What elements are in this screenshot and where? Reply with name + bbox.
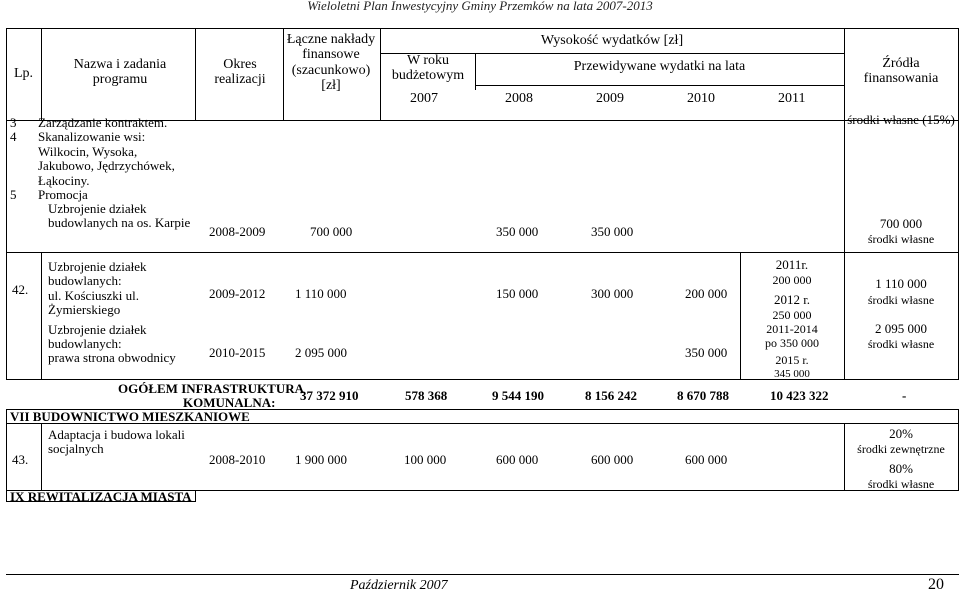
header-year-2007: 2007 (410, 91, 438, 106)
header-budget-year: W roku budżetowym (391, 53, 465, 84)
block1-total: 700 000 (310, 224, 353, 239)
block1-period: 2008-2009 (209, 224, 266, 239)
row42-note: 345 000 (774, 368, 810, 380)
section7-task: Adaptacja i budowa lokali (48, 427, 185, 442)
block1-item: Promocja (38, 187, 88, 202)
section7-title: VII BUDOWNICTWO MIESZKANIOWE (10, 409, 250, 424)
header-name: Nazwa i zadania programu (73, 57, 167, 88)
row42-task2: prawa strona obwodnicy (48, 350, 176, 365)
block1-source-amount: 700 000 (879, 216, 923, 231)
section7-source1-label: środki zewnętrzne (857, 442, 945, 456)
row42-task1-source-amount: 1 110 000 (875, 276, 927, 291)
row42-note: 2011r. (775, 257, 809, 272)
row42-task1-y2009: 300 000 (591, 286, 634, 301)
row42-task1: Uzbrojenie działek (48, 259, 147, 274)
row42-lp: 42. (12, 282, 29, 297)
block1-item: Jakubowo, Jędrzychówek, (38, 158, 175, 173)
row42-task2: budowlanych: (48, 336, 122, 351)
section7-task: socjalnych (48, 441, 104, 456)
row42-note: 2011-2014 (766, 322, 818, 336)
header-year-2009: 2009 (596, 91, 624, 106)
row42-note: 200 000 (772, 273, 812, 287)
row42-task1: ul. Kościuszki ul. (48, 288, 139, 303)
row42-task1-y2010: 200 000 (685, 286, 728, 301)
row42-task1-y2008: 150 000 (496, 286, 539, 301)
row42-task1-source-label: środki własne (867, 293, 935, 307)
page-header: Wieloletni Plan Inwestycyjny Gminy Przemków na lata 2007-2013 (307, 0, 653, 13)
section7-source1-pct: 20% (889, 426, 913, 441)
block1-item: Łąkociny. (38, 173, 90, 188)
page-number: 20 (928, 576, 944, 593)
header-year-2011: 2011 (778, 91, 806, 106)
row42-task2-total: 2 095 000 (295, 345, 347, 360)
header-sources: Źródła finansowania (863, 56, 939, 87)
block1-lp-5: 5 (10, 187, 17, 202)
row42-task1-total: 1 110 000 (295, 286, 347, 301)
block1-y2008: 350 000 (496, 224, 539, 239)
footer-date: Październik 2007 (350, 578, 448, 593)
section7-total: 1 900 000 (295, 452, 347, 467)
summary-y2009: 8 156 242 (585, 388, 637, 403)
header-year-2010: 2010 (687, 91, 715, 106)
row42-task1: budowlanych: (48, 273, 122, 288)
block1-source-label: środki własne (867, 232, 935, 246)
row42-task2-source-label: środki własne (867, 337, 935, 351)
row42-task2-period: 2010-2015 (209, 345, 266, 360)
block1-lp-4: 4 (10, 129, 17, 144)
header-year-2008: 2008 (505, 91, 533, 106)
row42-task2: Uzbrojenie działek (48, 322, 147, 337)
row42-task2-source-amount: 2 095 000 (875, 321, 927, 336)
header-lp: Lp. (13, 66, 34, 81)
row42-note: 2015 r. (775, 353, 809, 367)
header-period: Okres realizacji (214, 57, 266, 88)
section7-y2008: 100 000 (404, 452, 447, 467)
section7-source2-pct: 80% (889, 461, 913, 476)
row42-note: po 350 000 (765, 336, 819, 350)
block1-item: Zarządzanie kontraktem. (38, 115, 168, 130)
section7-y2009: 600 000 (496, 452, 539, 467)
section7-lp: 43. (12, 452, 29, 467)
section9-title: IX REWITALIZACJA MIASTA (10, 489, 192, 504)
block1-item: Skanalizowanie wsi: (38, 129, 146, 144)
block1-lp-3: 3 (10, 115, 17, 130)
summary-source: - (902, 388, 907, 403)
row42-task1-period: 2009-2012 (209, 286, 266, 301)
header-total: Łączne nakłady finansowe (szacunkowo) [zł] (286, 32, 376, 94)
summary-y2011: 10 423 322 (770, 388, 829, 403)
header-spending: Wysokość wydatków [zł] (540, 33, 684, 48)
section7-y2010: 600 000 (591, 452, 634, 467)
row42-note: 250 000 (772, 308, 812, 322)
summary-y2007: 578 368 (405, 388, 448, 403)
block1-subtask: Uzbrojenie działek (48, 201, 147, 216)
block1-y2009: 350 000 (591, 224, 634, 239)
summary-label-2: KOMUNALNA: (183, 395, 276, 410)
section7-y2011: 600 000 (685, 452, 728, 467)
block1-source-top: środki własne (15%) (847, 112, 955, 127)
section7-source2-label: środki własne (867, 477, 935, 491)
row42-task1: Żymierskiego (48, 302, 121, 317)
summary-y2010: 8 670 788 (677, 388, 729, 403)
row42-note: 2012 r. (773, 292, 811, 307)
summary-y2008: 9 544 190 (492, 388, 544, 403)
header-planned: Przewidywane wydatki na lata (573, 59, 746, 74)
block1-subtask: budowlanych na os. Karpie (48, 215, 191, 230)
section7-period: 2008-2010 (209, 452, 266, 467)
summary-label-1: OGÓŁEM INFRASTRUKTURA (118, 381, 304, 396)
summary-total: 37 372 910 (300, 388, 359, 403)
block1-item: Wilkocin, Wysoka, (38, 144, 138, 159)
row42-task2-y2010: 350 000 (685, 345, 728, 360)
